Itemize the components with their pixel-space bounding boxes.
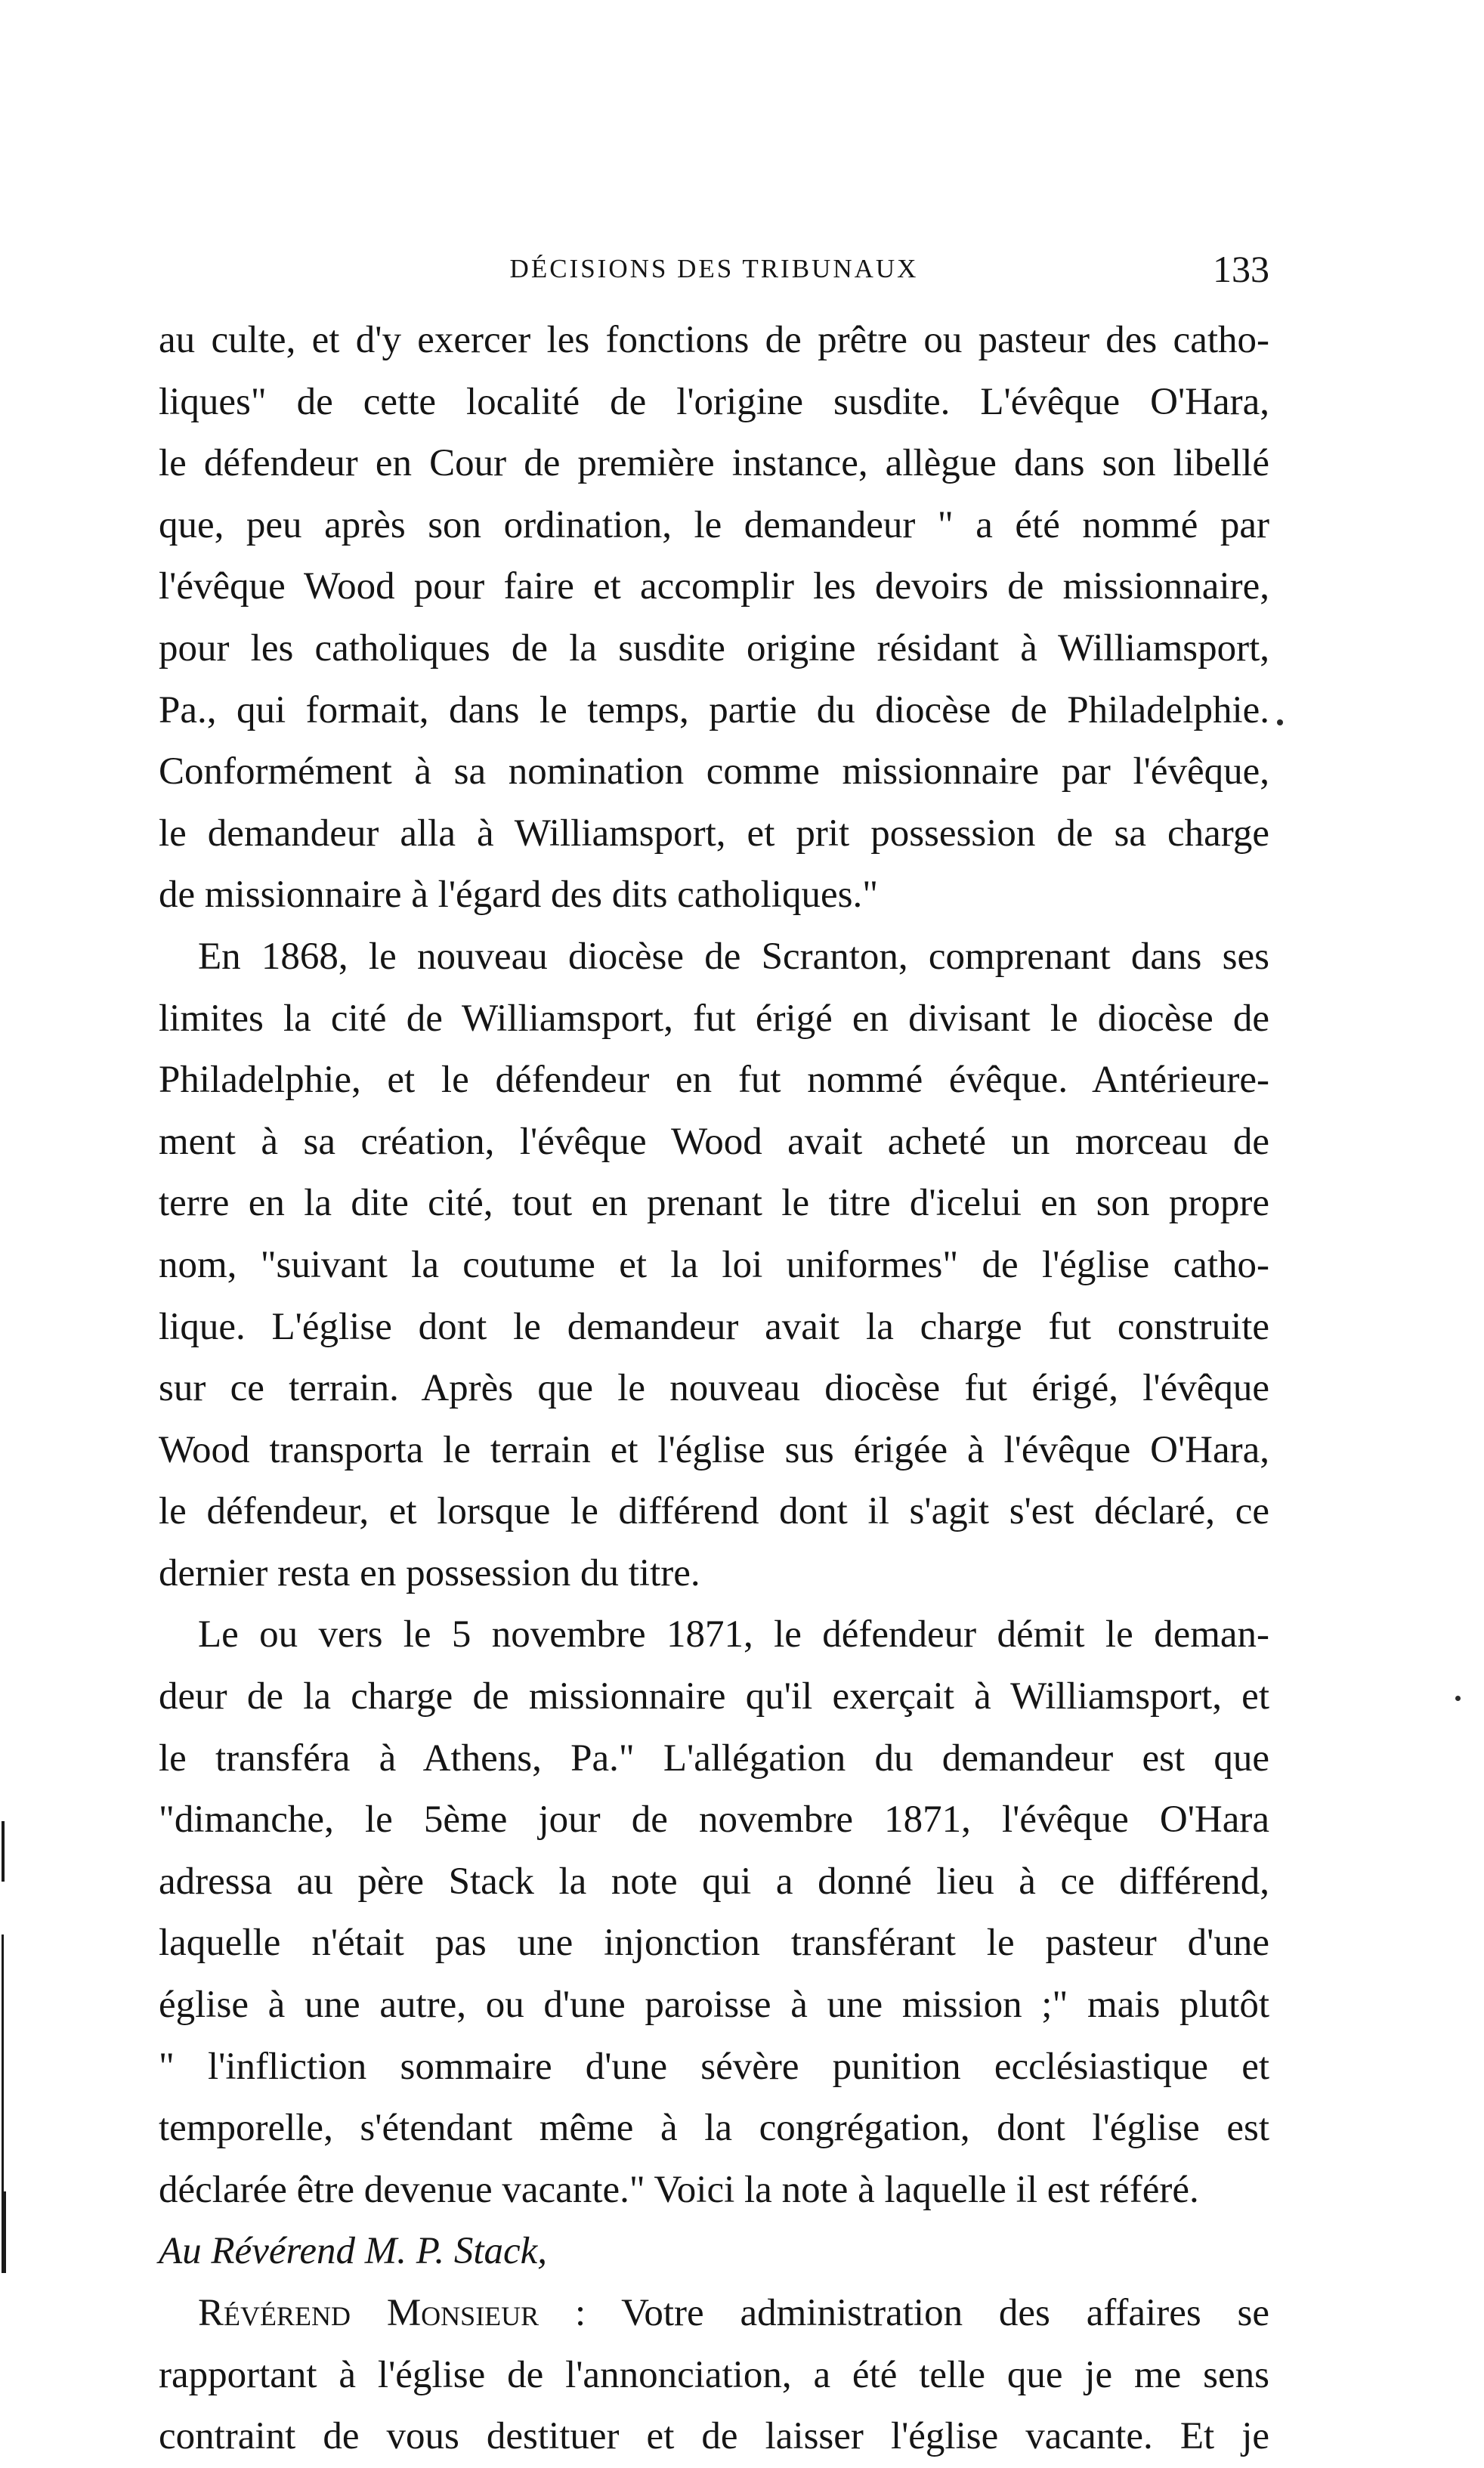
scan-speck: [1455, 1696, 1461, 1701]
text-line: rapportant à l'église de l'annonciation, a été telle que je me sens: [159, 2353, 1269, 2396]
text-line: Conformément à sa nomination comme missionnaire par l'évêque,: [159, 750, 1269, 793]
text-line: Philadelphie, et le défendeur en fut nommé évêque. Antérieure-: [159, 1059, 1269, 1102]
text-line: liques" de cette localité de l'origine susdite. L'évêque O'Hara,: [159, 380, 1269, 423]
text-line: le défendeur, et lorsque le différend dont il s'agit s'est déclaré, ce: [159, 1490, 1269, 1533]
text-line: lique. L'église dont le demandeur avait la charge fut construite: [159, 1305, 1269, 1348]
text-line: Le ou vers le 5 novembre 1871, le défendeur démit le deman-: [198, 1613, 1269, 1656]
text-line: "dimanche, le 5ème jour de novembre 1871, l'évêque O'Hara: [159, 1798, 1269, 1842]
scan-edge-mark: [2, 1821, 5, 1882]
text-line: le transféra à Athens, Pa." L'allégation du demandeur est que: [159, 1737, 1269, 1780]
text-line: pour les catholiques de la susdite origine résidant à Williamsport,: [159, 626, 1269, 670]
letter-body: [159, 2283, 1269, 2468]
text-line: terre en la dite cité, tout en prenant le titre d'icelui en son propre: [159, 1182, 1269, 1225]
text-line: le demandeur alla à Williamsport, et prit possession de sa charge: [159, 812, 1269, 855]
page-number: 133: [1213, 248, 1269, 290]
letter-addressee: [159, 2221, 1269, 2283]
running-title: DÉCISIONS DES TRIBUNAUX: [509, 254, 919, 283]
addressee-line: Au Révérend M. P. Stack,: [159, 2230, 548, 2273]
text-line: église à une autre, ou d'une paroisse à une mission ;" mais plutôt: [159, 1984, 1269, 2027]
text-line: En 1868, le nouveau diocèse de Scranton, comprenant dans ses: [198, 935, 1269, 978]
text-line: [159, 2283, 1269, 2345]
text-line: Pa., qui formait, dans le temps, partie du diocèse de Philadelphie.: [159, 688, 1269, 731]
text-line: temporelle, s'étendant même à la congrégation, dont l'église est: [159, 2107, 1269, 2150]
running-head: [159, 246, 1269, 292]
text-line: " l'infliction sommaire d'une sévère punition ecclésiastique et: [159, 2045, 1269, 2088]
text-line: limites la cité de Williamsport, fut érigé en divisant le diocèse de: [159, 997, 1269, 1040]
text-line: ment à sa création, l'évêque Wood avait acheté un morceau de: [159, 1120, 1269, 1163]
body-text: [159, 310, 1269, 2468]
text-line: adressa au père Stack la note qui a donné lieu à ce différend,: [159, 1860, 1269, 1903]
text-line: le défendeur en Cour de première instance, allègue dans son libellé: [159, 442, 1269, 485]
text-line: dernier resta en possession du titre.: [159, 1551, 700, 1594]
paragraph-1: [159, 310, 1269, 926]
text-line: sur ce terrain. Après que le nouveau diocèse fut érigé, l'évêque: [159, 1367, 1269, 1410]
text-line: de missionnaire à l'égard des dits catholiques.": [159, 874, 879, 917]
text-line: contraint de vous destituer et de laisser l'église vacante. Et je: [159, 2415, 1269, 2458]
text-line: Wood transporta le terrain et l'église sus érigée à l'évêque O'Hara,: [159, 1428, 1269, 1471]
paragraph-3: [159, 1604, 1269, 2221]
salutation: Révérend Monsieur :: [198, 2292, 586, 2334]
scan-edge-mark: [2, 2191, 6, 2273]
paragraph-2: [159, 926, 1269, 1605]
scan-edge-mark: [2, 1935, 4, 2191]
text-line: laquelle n'était pas une injonction transférant le pasteur d'une: [159, 1922, 1269, 1965]
text-line: nom, "suivant la coutume et la loi uniformes" de l'église catho-: [159, 1243, 1269, 1286]
scan-speck: [1277, 719, 1283, 725]
text-line: deur de la charge de missionnaire qu'il exerçait à Williamsport, et: [159, 1675, 1269, 1718]
text-line: déclarée être devenue vacante." Voici la note à laquelle il est référé.: [159, 2168, 1199, 2211]
text-line: au culte, et d'y exercer les fonctions de prêtre ou pasteur des catho-: [159, 319, 1269, 361]
text-line-rest: Votre administration des affaires se: [586, 2292, 1270, 2334]
text-line: que, peu après son ordination, le demandeur " a été nommé par: [159, 503, 1269, 546]
text-line: l'évêque Wood pour faire et accomplir les devoirs de missionnaire,: [159, 565, 1269, 608]
